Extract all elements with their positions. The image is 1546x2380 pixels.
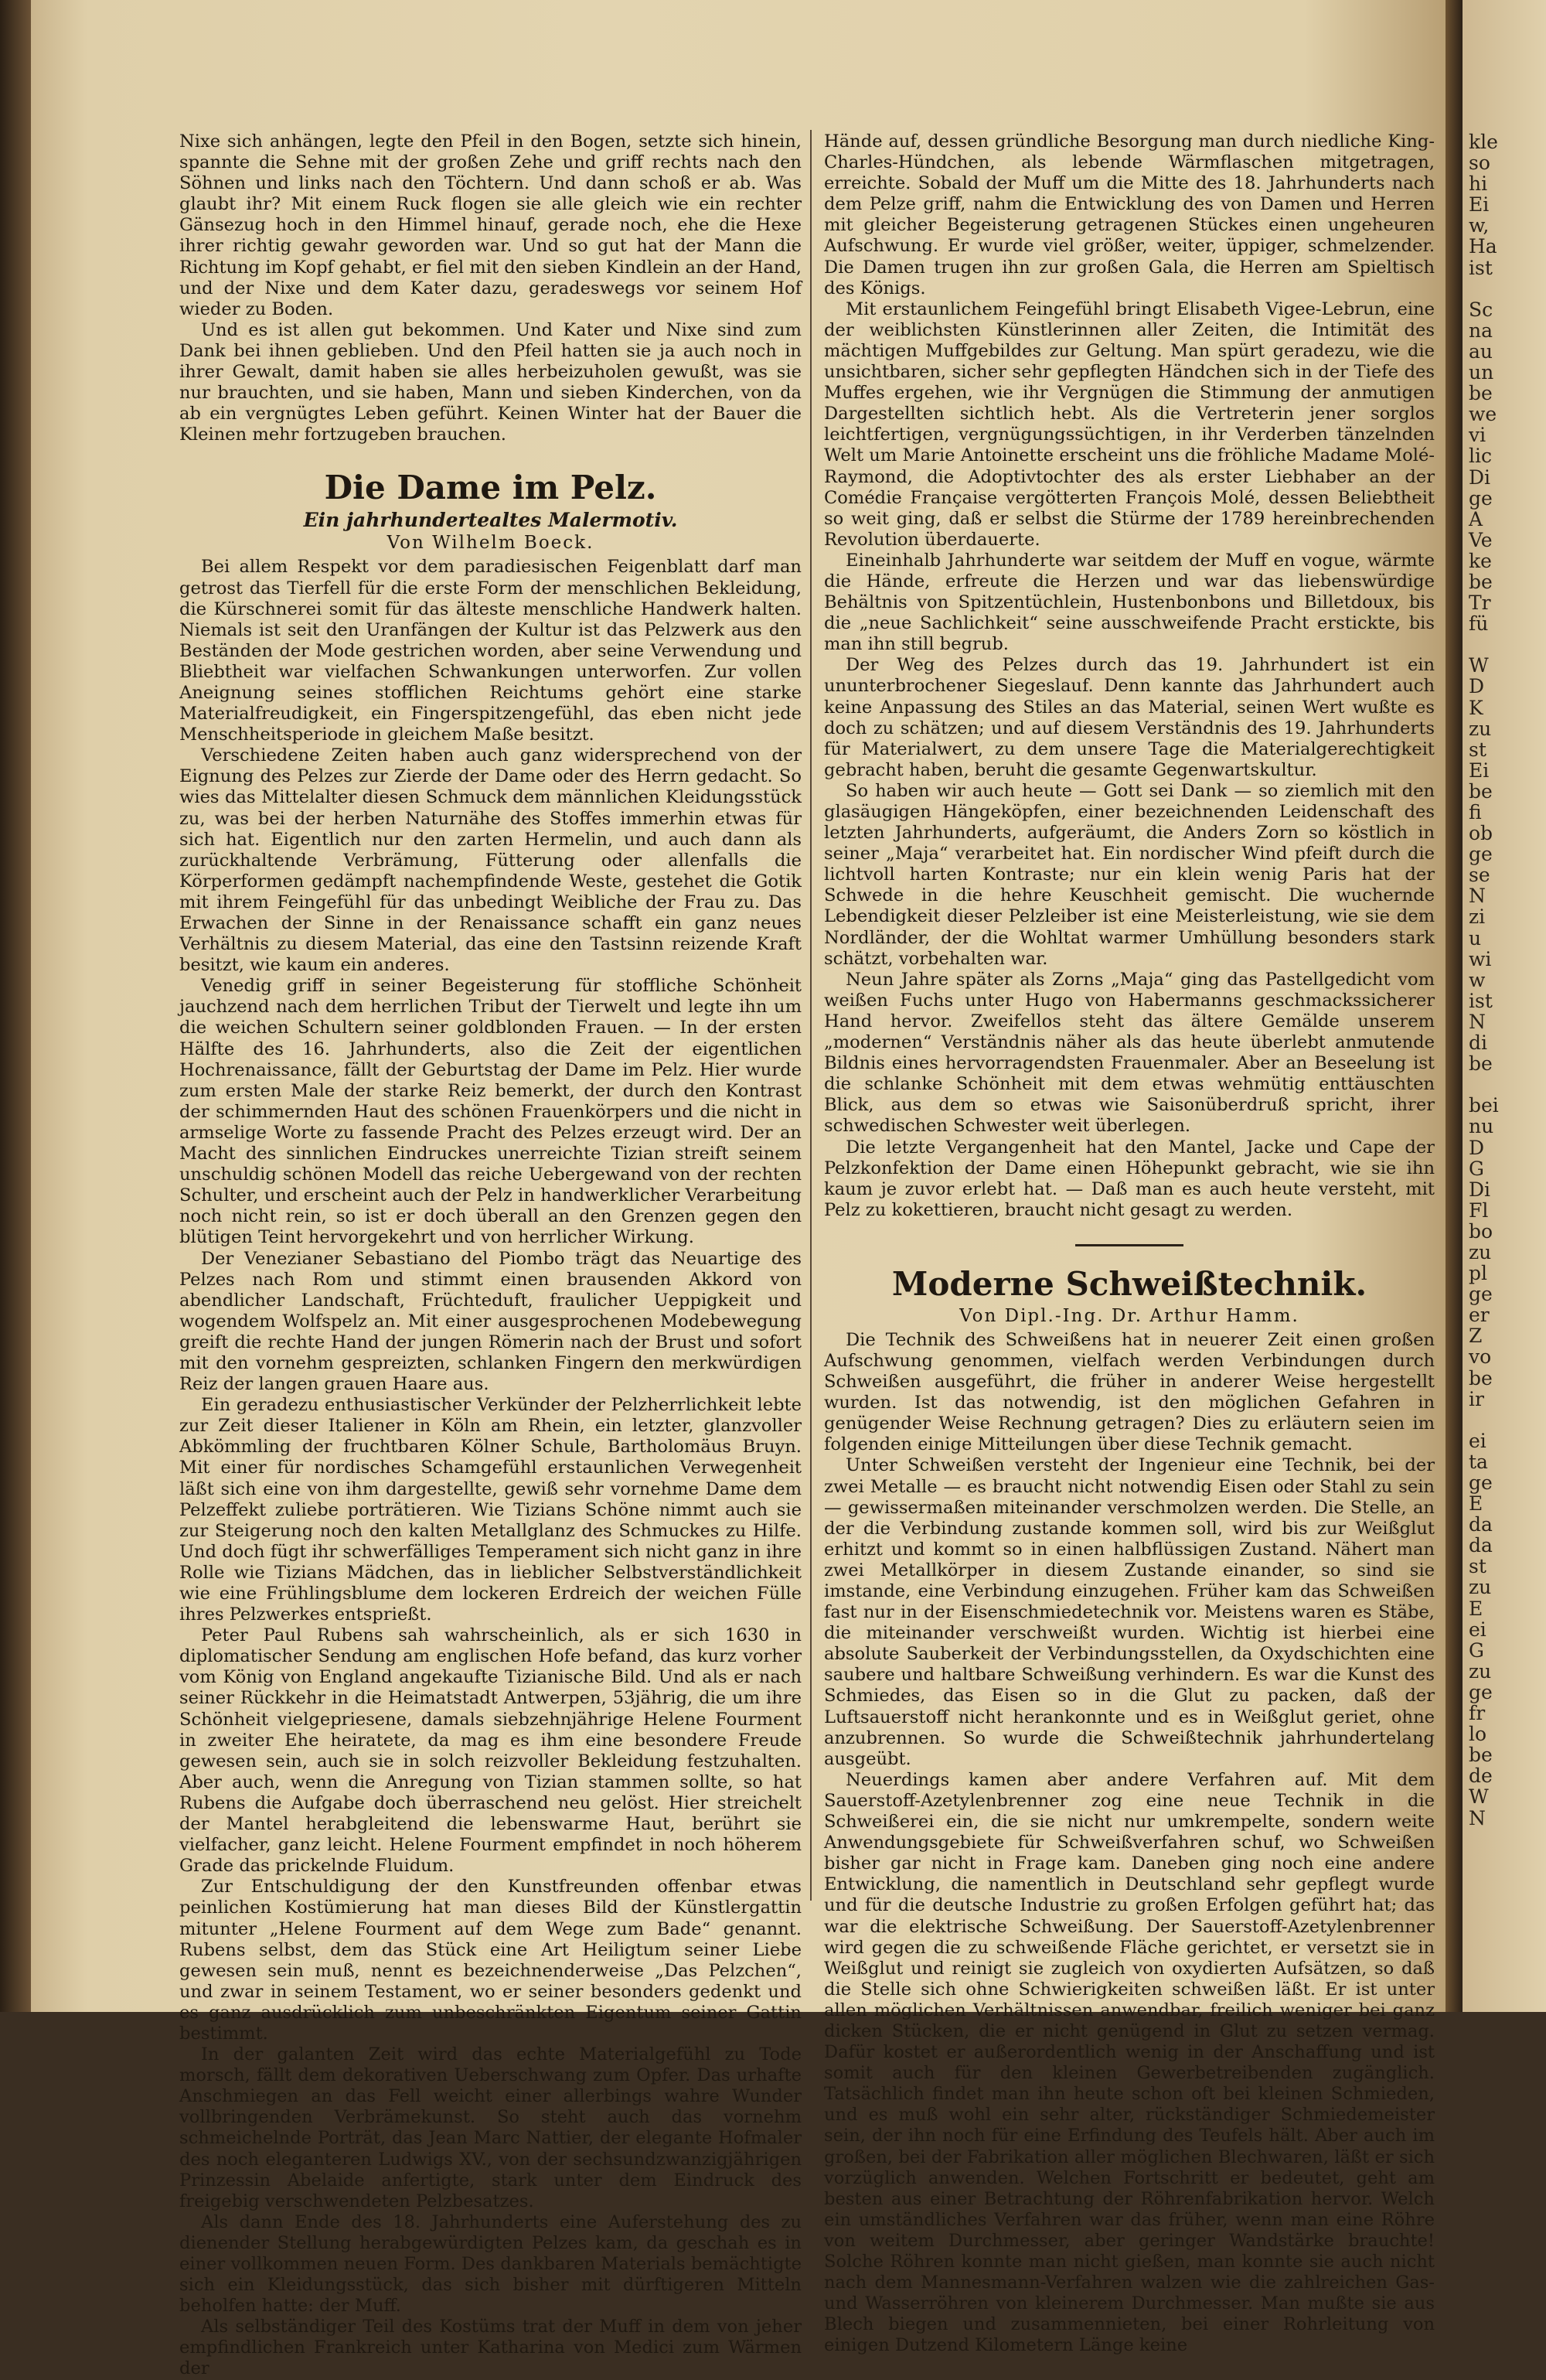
article-paragraph: Als dann Ende des 18. Jahrhunderts eine Auferstehung des zu dienender Stellung herabgewürdigten Pelzes kam, da geschah es in einer vollkommen neuen Form. Des dankbaren Materials bemächtigte sich ein Kleidungsstück, das sich bisher mit dürftigeren Mitteln beholfen hatte: der Muff. [179, 2211, 802, 2317]
article-title: Die Dame im Pelz. [324, 469, 657, 507]
left-column [179, 131, 802, 2379]
article-paragraph: Bei allem Respekt vor dem paradiesischen Feigenblatt darf man getrost das Tierfell für die erste Form der menschlichen Bekleidung, die Kürschnerei somit für das älteste menschliche Handwerk halten. Niemals ist seit den Uranfängen der Kultur ist das Pelzwerk aus den Beständen der Mode gestrichen worden, aber seine Verwendung und Bliebtheit war vielfachen Schwankungen unterworfen. Zur vollen Aneignung seines stofflichen Reichtums gehört eine starke Materialfreudigkeit, ein Fingerspitzengefühl, das eben nicht jede Menschheitsperiode in gleichem Maße besitzt. [179, 557, 802, 745]
article-paragraph: Mit erstaunlichem Feingefühl bringt Elisabeth Vigee-Lebrun, eine der weiblichsten Künstlerinnen aller Zeiten, die Intimität des mächtigen Muffgebildes zur Geltung. Man spürt geradezu, wie die unsichtbaren, sicher sehr gepflegten Händchen sich in der Tiefe des Muffes ergehen, wie ihr Vergnügen die Stimmung der anmutigen Dargestellten sichtlich hebt. Als die Vertreterin jener sorglos leichtfertigen, vergnügungssüchtigen, in ihr Verderben tänzelnden Welt um Marie Antoinette erscheint uns die fröhliche Madame Molé-Raymond, die Adoptivtochter des als erster Liebhaber an der Comédie Française vergötterten François Molé, dessen Beliebtheit so weit ging, daß er selbst die Stürme der 1789 hereinbrechenden Revolution überdauerte. [824, 298, 1435, 550]
article-paragraph: Neun Jahre später als Zorns „Maja“ ging das Pastellgedicht vom weißen Fuchs unter Hugo von Habermanns geschmackssicherer Hand hervor. Zweifellos steht das ältere Gemälde unserem „modernen“ Verständnis näher als das heute überlebt anmutende Bildnis eines hervorragendsten Frauenmaler. Aber an Beseelung ist die schlanke Schönheit mit dem etwas wehmütig enttäuschten Blick, aus dem so etwas wie Saisonüberdruß spricht, ihrer schwedischen Schwester weit überlegen. [824, 969, 1435, 1137]
article-paragraph: Die Technik des Schweißens hat in neuerer Zeit einen großen Aufschwung genommen, vielfach werden Verbindungen durch Schweißen ausgeführt, die früher in anderer Weise hergestellt wurden. Ist das notwendig, ist den möglichen Gefahren in genügender Weise Rechnung getragen? Dies zu erläutern seien im folgenden einige Mitteilungen über diese Technik gemacht. [824, 1329, 1435, 1455]
article-paragraph: Eineinhalb Jahrhunderte war seitdem der Muff en vogue, wärmte die Hände, erfreute die Herzen und war das liebenswürdige Behältnis von Spitzentüchlein, Hustenbonbons und Billetdoux, bis die „neue Sachlichkeit“ seine ausschweifende Pracht erstickte, bis man ihn still begrub. [824, 550, 1435, 655]
article2-body [824, 1330, 1435, 2357]
article-byline: Von Dipl.-Ing. Dr. Arthur Hamm. [959, 1305, 1299, 1326]
article-paragraph: Verschiedene Zeiten haben auch ganz widersprechend von der Eignung des Pelzes zur Zierde der Dame oder des Herrn gedacht. So wies das Mittelalter diesen Schmuck dem männlichen Kleidungsstück zu, was bei der herben Naturnähe des Stoffes immerhin etwas für sich hat. Eigentlich nur den zarten Hermelin, und auch dann als zurückhaltende Verbrämung, Fütterung oder allenfalls die Körperformen gedämpft nachempfindende Weste, gestehet die Gotik mit ihrem Feingefühl für das unbedingt Weibliche der Frau zu. Das Erwachen der Sinne in der Renaissance schafft ein ganz neues Verhältnis zu diesem Material, das eine den Tastsinn reizende Kraft besitzt, wie kaum ein anderes. [179, 745, 802, 976]
adjacent-page-text: kle so hi Ei w, Ha ist Sc na au un be we vi lic Di ge A Ve ke be Tr fü W D K zu st Ei be fi ob ge se N zi u wi w ist N di be bei nu D G Di Fl bo zu pl ge er Z vo be ir ei ta ge E da da st zu E ei G zu ge fr lo be de W N [1469, 131, 1499, 1829]
article-paragraph: Der Venezianer Sebastiano del Piombo trägt das Neuartige des Pelzes nach Rom und stimmt einen brausenden Akkord von abendlicher Landschaft, Früchteduft, fraulicher Ueppigkeit und wogendem Wolfspelz an. Mit einer ausgesprochenen Modebewegung greift die rechte Hand der jungen Römerin nach der Brust und sofort mit den vornehm gespreizten, schlanken Fingern den merkwürdigen Reiz der langen grauen Haare aus. [179, 1248, 802, 1395]
left-book-edge [0, 0, 31, 2012]
article-paragraph: Unter Schweißen versteht der Ingenieur eine Technik, bei der zwei Metalle — es braucht nicht notwendig Eisen oder Stahl zu sein — gewissermaßen miteinander verschmolzen werden. Die Stelle, an der die Verbindung zustande kommen soll, wird bis zur Weißglut erhitzt und kommt so in einen halbflüssigen Zustand. Nähert man zwei Metallkörper in diesem Zustande einander, so sind sie imstande, eine Verbindung einzugehen. Früher kam das Schweißen fast nur in der Eisenschmiedetechnik vor. Meistens waren es Stäbe, die miteinander verschweißt wurden. Wichtig ist hierbei eine absolute Sauberkeit der Verbindungsstellen, da Oxydschichten eine saubere und haltbare Schweißung verhindern. Es war die Kunst des Schmiedes, das Eisen so in die Glut zu packen, daß der Luftsauerstoff nicht herankonnte und es in Weißglut geriet, ohne anzubrennen. So wurde die Schweißtechnik jahrhundertelang ausgeübt. [824, 1455, 1435, 1769]
article-paragraph: So haben wir auch heute — Gott sei Dank — so ziemlich mit den glasäugigen Hängeköpfen, einer bezeichnenden Leidenschaft des letzten Jahrhunderts, aufgeräumt, die Anders Zorn so köstlich in seiner „Maja“ verarbeitet hat. Ein nordischer Wind pfeift durch die lichtvoll harten Kontraste; nur ein klein wenig Paris hat der Schwede in die hehre Keuschheit gemischt. Die wuchernde Lebendigkeit dieser Pelzleiber ist eine Meisterleistung, wie sie dem Nordländer, der die Wohltat warmer Umhüllung besonders stark schätzt, vorbehalten war. [824, 780, 1435, 969]
article-separator [1075, 1244, 1183, 1246]
right-column [824, 131, 1435, 2356]
article-title: Moderne Schweißtechnik. [891, 1264, 1367, 1303]
article-paragraph: Hände auf, dessen gründliche Besorgung man durch niedliche King-Charles-Hündchen, als lebende Wärmflaschen mitgetragen, erreichte. Sobald der Muff um die Mitte des 18. Jahrhunderts nach dem Pelze griff, nahm die Entwicklung des von Damen und Herren mit gleicher Begeisterung getragenen Stückes einen ungeheuren Aufschwung. Er wurde viel größer, weiter, üppiger, schmelzender. Die Damen trugen ihn zur großen Gala, die Herren am Spieltisch des Königs. [824, 131, 1435, 298]
article-paragraph: Der Weg des Pelzes durch das 19. Jahrhundert ist ein ununterbrochener Siegeslauf. Denn kannte das Jahrhundert auch keine Anpassung des Stiles an das Material, seinen Wert wußte es doch zu schätzen; und auf diesem Verständnis des 19. Jahrhunderts für Materialwert, zu dem unsere Tage die Materialgerechtigkeit gebracht haben, beruht die gesamte Gegenwartskultur. [824, 655, 1435, 780]
article-subtitle: Ein jahrhundertealtes Malermotiv. [303, 509, 678, 532]
article-body-left [179, 557, 802, 2379]
article-paragraph: Die letzte Vergangenheit hat den Mantel, Jacke und Cape der Pelzkonfektion der Dame einen Höhepunkt gebracht, wie sie ihn kaum je zuvor erlebt hat. — Daß man es auch heute versteht, mit Pelz zu kokettieren, braucht nicht gesagt zu werden. [824, 1137, 1435, 1220]
article-paragraph: Als selbständiger Teil des Kostüms trat der Muff in dem von jeher empfindlichen Frankreich unter Katharina von Medici zum Wärmen der [179, 2317, 802, 2379]
book-gutter [1446, 0, 1463, 2012]
column-divider [810, 130, 812, 1901]
article-paragraph: Ein geradezu enthusiastischer Verkünder der Pelzherrlichkeit lebte zur Zeit dieser Italiener in Köln am Rhein, ein letzter, glanzvoller Abkömmling der fruchtbaren Kölner Schule, Bartholomäus Bruyn. Mit einer für nordisches Schamgefühl erstaunlichen Verwegenheit läßt sich eine von ihm dargestellte, gewiß sehr vornehme Dame dem Pelzeffekt zuliebe porträtieren. Wie Tizians Schöne nimmt auch sie zur Steigerung noch den kalten Metallglanz des Schmuckes zu Hilfe. Und doch fügt ihr schwerfälliges Temperament sich nicht ganz in ihre Rolle wie Tizians Mädchen, das in lieblicher Selbstverständlichkeit wie eine Frühlingsblume dem lockeren Erdreich der weichen Fülle ihres Pelzwerkes entsprießt. [179, 1395, 802, 1625]
article-byline: Von Wilhelm Boeck. [386, 533, 594, 554]
story-paragraph: Und es ist allen gut bekommen. Und Kater und Nixe sind zum Dank bei ihnen geblieben. Und den Pfeil hatten sie ja auch noch in ihrer Gewalt, damit haben sie alles herbeizuholen gewußt, was sie nur brauchten, und sie haben, Mann und sieben Kinderchen, von da ab ein vergnügtes Leben geführt. Keinen Winter hat der Bauer die Kleinen mehr fortzugeben brauchen. [179, 319, 802, 445]
previous-story-end [179, 131, 802, 445]
article-paragraph: Neuerdings kamen aber andere Verfahren auf. Mit dem Sauerstoff-Azetylenbrenner zog eine neue Technik in die Schweißerei ein, die sie nicht nur umkrempelte, sondern weite Anwendungsgebiete für Schweißverfahren schuf, wo Schweißen bisher gar nicht in Frage kam. Daneben ging noch eine andere Entwicklung, die namentlich in Deutschland sehr gepflegt wurde und für die deutsche Industrie zu großen Erfolgen geführt hat; das war die elektrische Schweißung. Der Sauerstoff-Azetylenbrenner wird gegen die zu schweißende Fläche gerichtet, er versetzt sie in Weißglut und reinigt sie zugleich von oxydierten Aufsätzen, so daß die Stelle sich ohne Schwierigkeiten schweißen läßt. Er ist unter allen möglichen Verhältnissen anwendbar, freilich weniger bei ganz dicken Stücken, die er nicht genügend in Glut zu setzen vermag. Dafür kostet er außerordentlich wenig in der Anschaffung und ist somit auch für den kleinen Gewerbetreibenden zugänglich. Tatsächlich findet man ihn heute schon oft bei kleinen Schmieden, und es muß wohl ein sehr alter, rückständiger Schmiedemeister sein, der ihn noch für eine Erfindung des Teufels hält. Aber auch im großen, bei der Fabrikation aller möglichen Blechwaren, läßt er sich vorzüglich anwenden. Welchen Fortschritt er bedeutet, geht am besten aus einer Betrachtung der Röhrenfabrikation hervor. Welch ein umständliches Verfahren war das früher, wenn man eine Röhre von weitem Durchmesser, aber geringer Wandstärke brauchte! Solche Röhren konnte man nicht gießen, man konnte sie auch nicht nach dem Mannesmann-Verfahren walzen wie die zahlreichen Gas- und Wasserröhren von kleinerem Durchmesser. Man mußte sie aus Blech biegen und zusammennieten, bei einer Rohrleitung von einigen Dutzend Kilometern Länge keine [824, 1769, 1435, 2356]
article-paragraph: Zur Entschuldigung der den Kunstfreunden offenbar etwas peinlichen Kostümierung hat man dieses Bild der Künstlergattin mitunter „Helene Fourment auf dem Wege zum Bade“ genannt. Rubens selbst, dem das Stück eine Art Heiligtum seiner Liebe gewesen sein muß, nennt es bezeichnenderweise „Das Pelzchen“, und zwar in seinem Testament, wo er seiner besonders gedenkt und es ganz ausdrücklich zum unbeschränkten Eigentum seiner Gattin bestimmt. [179, 1877, 802, 2044]
story-paragraph: Nixe sich anhängen, legte den Pfeil in den Bogen, setzte sich hinein, spannte die Sehne mit der großen Zehe und griff rechts nach den Söhnen und links nach den Töchtern. Und dann schoß er ab. Was glaubt ihr? Mit einem Ruck flogen sie alle gleich wie ein rechter Gänsezug hoch in den Himmel hinauf, gerade noch, ehe die Hexe ihrer richtig gewahr geworden war. Und so gut hat der Mann die Richtung im Kopf gehabt, er fiel mit den sieben Kindlein an der Hand, und der Nixe und dem Kater dazu, geradeswegs vor seinem Hof wieder zu Boden. [179, 131, 802, 319]
article-paragraph: Peter Paul Rubens sah wahrscheinlich, als er sich 1630 in diplomatischer Sendung am englischen Hofe befand, das kurz vorher vom König von England angekaufte Tizianische Bild. Und als er nach seiner Rückkehr in die Heimatstadt Antwerpen, 53jährig, die um ihre Schönheit vielgepriesene, damals siebzehnjährige Helene Fourment in zweiter Ehe heiratete, da mag es ihm eine besondere Freude gewesen sein, auch sie in solch reizvoller Bekleidung festzuhalten. Aber auch, wenn die Anregung von Tizian stammen sollte, so hat Rubens die Aufgabe doch überraschend neu gelöst. Hier streichelt der Mantel herabgleitend die lebenswarme Haut, berührt sie vielfacher, ganz leicht. Helene Fourment empfindet in noch höherem Grade das prickelnde Fluidum. [179, 1625, 802, 1877]
adjacent-page [1463, 0, 1546, 2012]
article-paragraph: Venedig griff in seiner Begeisterung für stoffliche Schönheit jauchzend nach dem herrlichen Tribut der Tierwelt und legte ihn um die weichen Schultern seiner goldblonden Frauen. — In der ersten Hälfte des 16. Jahrhunderts, also die Zeit der eigentlichen Hochrenaissance, fällt der Geburtstag der Dame im Pelz. Hier wurde zum ersten Male der starke Reiz bemerkt, der durch den Kontrast der schimmernden Haut des schönen Frauenkörpers und die nicht in armselige Worte zu fassende Pracht des Pelzes erzeugt wird. Der an Macht des sinnlichen Eindruckes unerreichte Tizian streift seinem unschuldig schönen Modell das reiche Uebergewand von der rechten Schulter, und erscheint auch der Pelz in handwerklicher Verarbeitung noch nicht rein, so ist er doch überall an den Grenzen gegen den blütigen Teint hervorgekehrt und von herrlicher Wirkung. [179, 976, 802, 1248]
article-paragraph: In der galanten Zeit wird das echte Materialgefühl zu Tode morsch, fällt dem dekorativen Ueberschwang zum Opfer. Das urhafte Anschmiegen an das Fell weicht einer allerbings wahre Wunder vollbringenden Verbrämekunst. So steht auch das vornehm schmeichelnde Porträt, das Jean Marc Nattier, der elegante Hofmaler des noch eleganteren Ludwigs XV., von der sechsundzwanzigjährigen Prinzessin Abelaide anfertigte, stark unter dem Eindruck des freigebig verschwendeten Pelzbesatzes. [179, 2044, 802, 2211]
article-body-right [824, 131, 1435, 1221]
